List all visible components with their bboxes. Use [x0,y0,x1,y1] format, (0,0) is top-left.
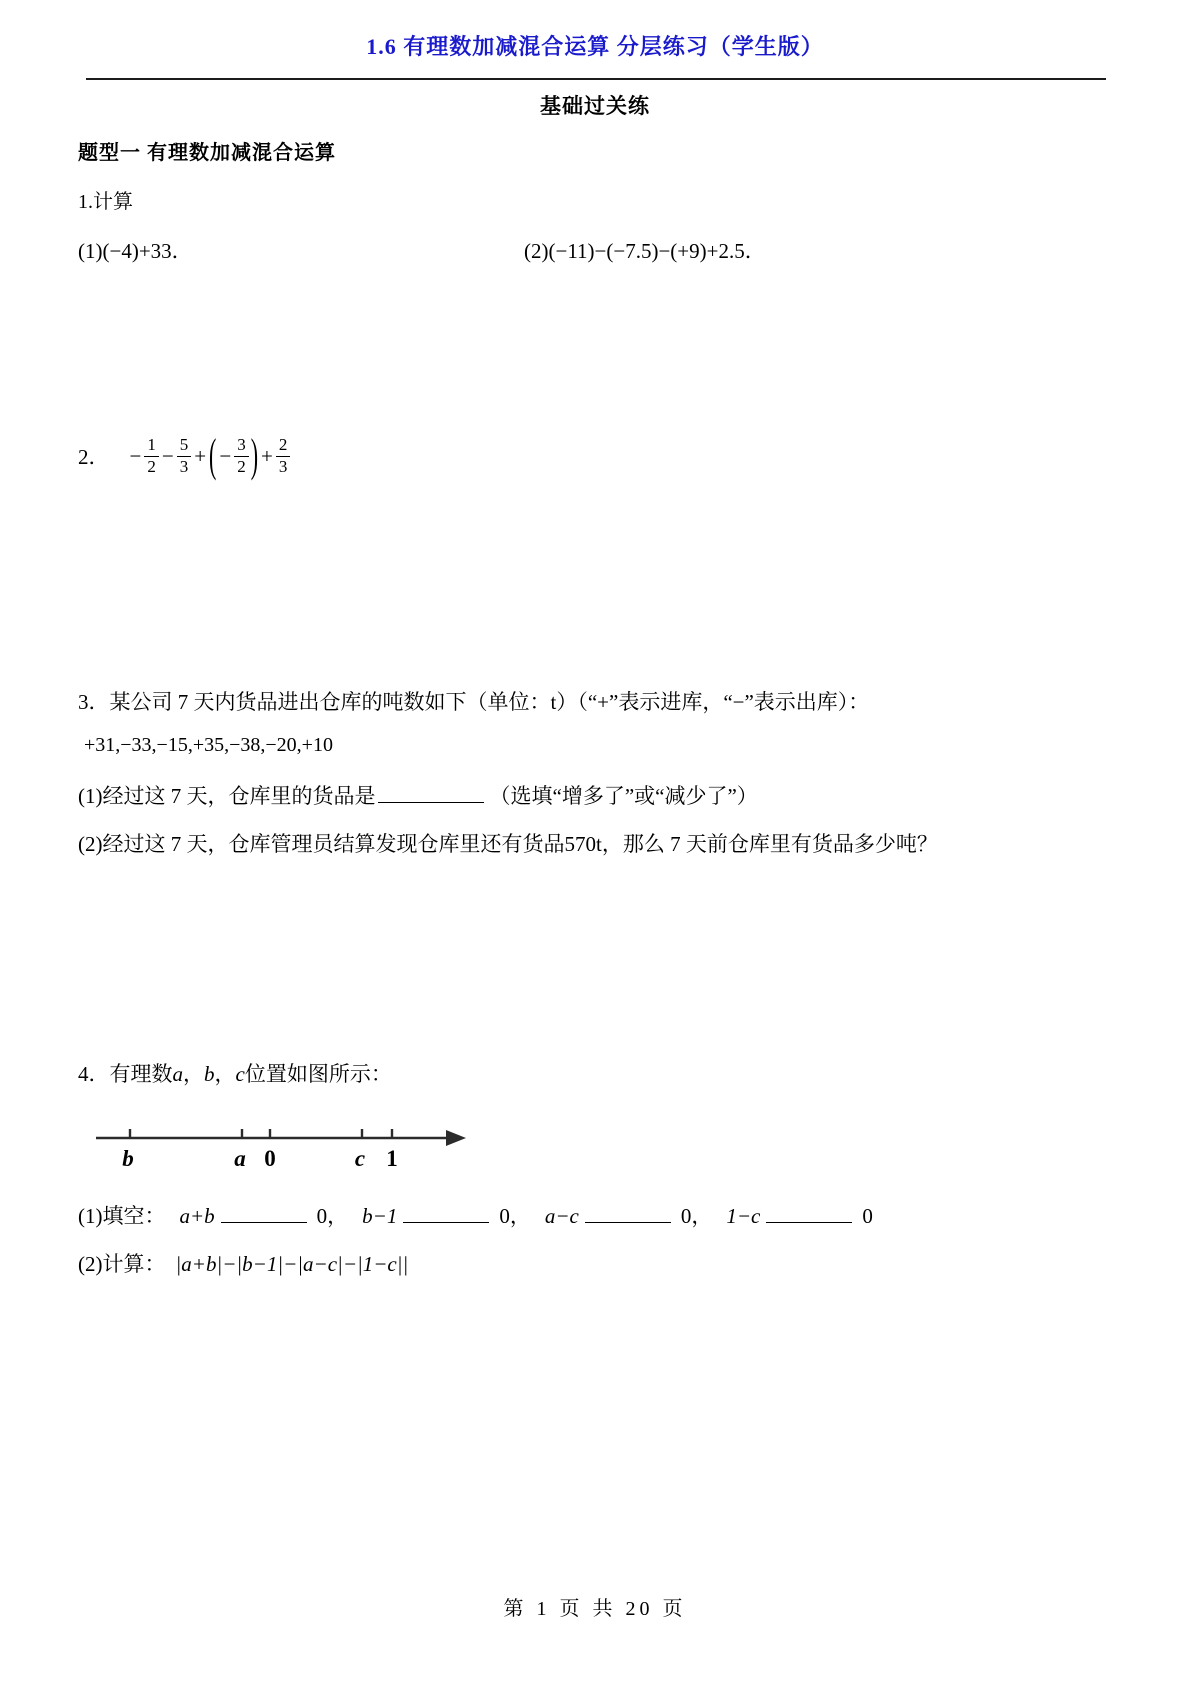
math-minus-sign: − [129,443,142,468]
problem-4-heading [78,1058,392,1088]
problem-1-expression-1: (1)(−4)+33． [78,239,193,263]
variable-b: b [204,1062,215,1086]
answer-blank [585,1201,671,1223]
fill-zero-1: 0， [316,1204,349,1228]
answer-blank [766,1201,852,1223]
fill-expression-4: 1−c [726,1204,761,1228]
question-1-hint: （选填“增多了”或“减少了”） [489,784,758,808]
problem-4-pre: 有理数 [109,1062,173,1086]
fraction-2-3 [276,435,291,477]
fill-expression-1: a+b [179,1204,215,1228]
fill-zero-4: 0 [862,1204,873,1228]
numberline-label-b: b [122,1146,134,1171]
numberline-label-zero: 0 [264,1146,276,1171]
fill-expression-2: b−1 [362,1204,398,1228]
number-line-figure [88,1120,478,1184]
answer-blank [403,1201,489,1223]
problem-4-post: 位置如图所示： [244,1062,392,1086]
fraction-denominator: 3 [177,456,192,477]
problem-3-data-line: +31,−33,−15,+35,−38,−20,+10 [84,734,333,756]
numberline-label-one: 1 [386,1146,398,1171]
topic-1-heading: 题型一 有理数加减混合运算 [78,142,336,164]
arrow-right-icon [446,1130,466,1146]
fraction-numerator: 2 [278,435,288,455]
fraction-3-2 [234,435,249,477]
problem-2-expression [78,428,291,484]
page-title: 1.6 有理数加减混合运算 分层练习（学生版） [366,34,824,59]
numberline-label-a: a [234,1146,246,1171]
problem-4-number: 4． [78,1062,110,1086]
fraction-denominator: 3 [276,456,291,477]
comma: ， [214,1062,236,1086]
variable-c: c [235,1062,245,1086]
math-minus-sign: − [219,443,232,468]
fraction-1-2 [144,435,159,477]
calc-label: (2)计算： [78,1252,166,1276]
header-divider [86,78,1106,80]
problem-1-label: 1.计算 [78,191,133,213]
section-header: 基础过关练 [540,94,650,118]
fraction-denominator: 2 [144,456,159,477]
fraction-denominator: 2 [234,456,249,477]
fraction-numerator: 3 [237,435,246,455]
calc-expression: |a+b|−|b−1|−|a−c|−|1−c|| [175,1252,409,1276]
problem-4-question-2 [78,1248,408,1278]
fill-zero-2: 0， [499,1204,531,1228]
problem-4-question-1 [78,1200,873,1230]
fill-zero-3: 0， [680,1204,713,1228]
question-1-text: (1)经过这 7 天，仓库里的货品是 [78,784,376,808]
problem-3-question-1 [78,780,758,810]
fill-expression-3: a−c [544,1204,579,1228]
problem-1-expression-2: (2)(−11)−(−7.5)−(+9)+2.5． [524,239,766,263]
page-number-footer: 第 1 页 共 20 页 [503,1598,687,1620]
problem-3-heading: 3．某公司 7 天内货品进出仓库的吨数如下（单位：t）（“+”表示进库，“−”表示出库）： [78,690,870,714]
fraction-5-3 [177,435,192,477]
fraction-numerator: 5 [179,435,189,455]
variable-a: a [172,1062,183,1086]
math-plus-sign: + [194,443,207,468]
right-paren: ) [250,428,259,482]
numberline-label-c: c [354,1146,366,1171]
fraction-numerator: 1 [147,435,156,455]
answer-blank [221,1201,307,1223]
answer-blank [378,781,484,803]
problem-3-question-2: (2)经过这 7 天，仓库管理员结算发现仓库里还有货品570t，那么 7 天前仓库里有货品多少吨？ [78,832,938,856]
math-minus-sign: − [161,443,174,468]
comma: ， [183,1062,204,1086]
problem-2-number: 2． [78,445,110,469]
fill-label: (1)填空： [78,1204,166,1228]
math-plus-sign: + [261,443,273,468]
left-paren: ( [209,428,217,482]
